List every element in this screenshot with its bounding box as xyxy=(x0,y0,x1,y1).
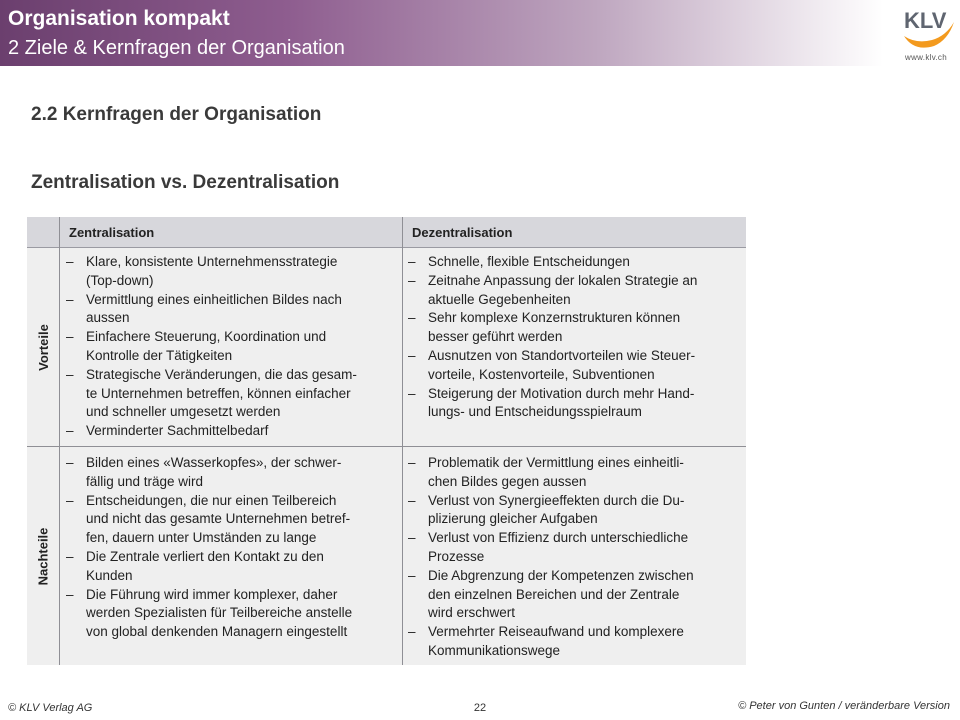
list-item: – Klare, konsistente Unternehmensstrategie (Top-down) xyxy=(61,253,399,291)
list-item: – Die Zentrale verliert den Kontakt zu den Kunden xyxy=(61,548,399,586)
column-header-zentralisation: Zentralisation xyxy=(69,225,155,240)
cell-vorteile-dezentralisation xyxy=(403,253,743,422)
row-label-nachteile-cell xyxy=(27,447,59,665)
row-divider xyxy=(27,446,746,447)
sub-title: Zentralisation vs. Dezentralisation xyxy=(31,172,340,193)
list-item: – Verlust von Synergieeffekten durch die Du- plizierung gleicher Aufgaben xyxy=(403,492,743,530)
logo-text: KLV xyxy=(904,8,947,33)
column-header-dezentralisation: Dezentralisation xyxy=(412,225,513,240)
row-label-nachteile: Nachteile xyxy=(35,527,51,585)
list-item: – Vermehrter Reiseaufwand und komplexere Kommunikationswege xyxy=(403,623,743,661)
cell-nachteile-dezentralisation xyxy=(403,454,743,661)
row-label-vorteile-cell xyxy=(27,248,59,446)
row-label-vorteile: Vorteile xyxy=(35,323,51,371)
page-number: 22 xyxy=(473,702,487,714)
list-item: – Verlust von Effizienz durch unterschiedliche Prozesse xyxy=(403,529,743,567)
footer-author: © Peter von Gunten / veränderbare Version xyxy=(738,700,950,712)
cell-nachteile-zentralisation xyxy=(61,454,399,642)
list-item: – Die Führung wird immer komplexer, daher werden Spezialisten für Teilbereiche anstelle von global denkenden Managern eingestellt xyxy=(61,586,399,642)
list-item: – Schnelle, flexible Entscheidungen xyxy=(403,253,743,272)
logo-url: www.klv.ch xyxy=(905,53,947,62)
list-item: – Steigerung der Motivation durch mehr Hand- lungs- und Entscheidungsspielraum xyxy=(403,385,743,423)
footer-copyright: © KLV Verlag AG xyxy=(8,702,93,714)
header-title: Organisation kompakt xyxy=(8,7,230,30)
section-title: 2.2 Kernfragen der Organisation xyxy=(31,104,322,125)
list-item: – Entscheidungen, die nur einen Teilbereich und nicht das gesamte Unternehmen betref- fen, dauern unter Umständen zu lange xyxy=(61,492,399,548)
cell-vorteile-zentralisation xyxy=(61,253,399,441)
list-item: – Problematik der Vermittlung eines einheitli- chen Bildes gegen aussen xyxy=(403,454,743,492)
list-item: – Vermittlung eines einheitlichen Bildes nach aussen xyxy=(61,291,399,329)
list-item: – Sehr komplexe Konzernstrukturen können besser geführt werden xyxy=(403,309,743,347)
comparison-table xyxy=(27,217,746,665)
slide-header xyxy=(0,0,960,66)
list-item: – Die Abgrenzung der Kompetenzen zwischen den einzelnen Bereichen und der Zentrale wird erschwert xyxy=(403,567,743,623)
column-divider xyxy=(59,217,60,665)
list-item: – Verminderter Sachmittelbedarf xyxy=(61,422,399,441)
list-item: – Bilden eines «Wasserkopfes», der schwer- fällig und träge wird xyxy=(61,454,399,492)
list-item: – Ausnutzen von Standortvorteilen wie Steuer- vorteile, Kostenvorteile, Subventionen xyxy=(403,347,743,385)
list-item: – Zeitnahe Anpassung der lokalen Strategie an aktuelle Gegebenheiten xyxy=(403,272,743,310)
list-item: – Einfachere Steuerung, Koordination und Kontrolle der Tätigkeiten xyxy=(61,328,399,366)
header-subtitle: 2 Ziele & Kernfragen der Organisation xyxy=(8,37,345,59)
list-item: – Strategische Veränderungen, die das gesam- te Unternehmen betreffen, können einfacher und schneller umgesetzt werden xyxy=(61,366,399,422)
